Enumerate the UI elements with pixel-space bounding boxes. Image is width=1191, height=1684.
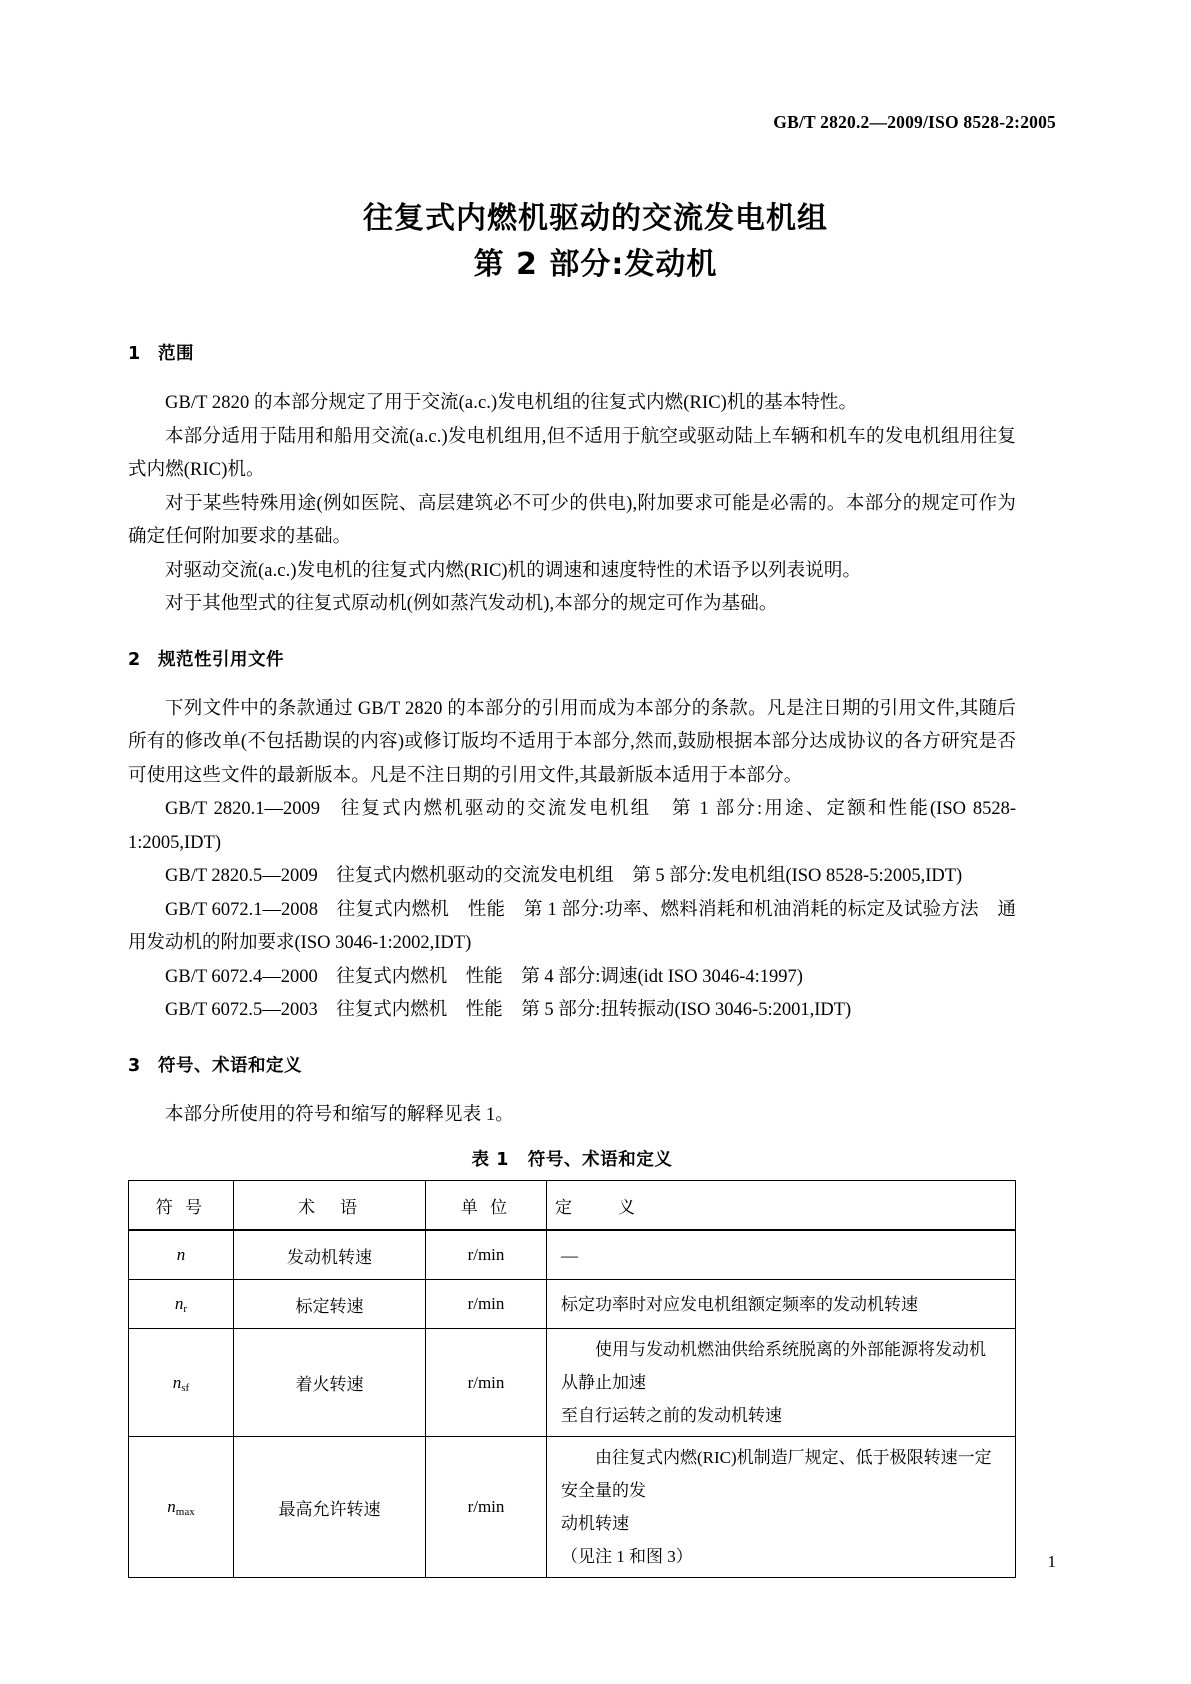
table-header-symbol: 符 号 — [129, 1181, 234, 1231]
table-cell-definition — [547, 1329, 1016, 1437]
section-1-title: 范围 — [158, 344, 194, 364]
table-cell-unit: r/min — [426, 1280, 547, 1329]
section-3-paragraph: 本部分所使用的符号和缩写的解释见表 1。 — [165, 1104, 514, 1125]
symbol-subscript: r — [183, 1303, 188, 1315]
section-2-number: 2 — [128, 649, 141, 670]
section-1-paragraph-1: GB/T 2820 的本部分规定了用于交流(a.c.)发电机组的往复式内燃(RIC)机的基本特性。 — [165, 393, 858, 413]
table-header-term: 术 语 — [234, 1181, 426, 1231]
table-cell-unit: r/min — [426, 1329, 547, 1437]
section-2-title: 规范性引用文件 — [158, 649, 284, 670]
table-1-symbols-terms-definitions — [128, 1180, 1016, 1578]
table-cell-unit: r/min — [426, 1230, 547, 1280]
table-row — [129, 1329, 1016, 1437]
section-1-paragraph-3: 对于某些特殊用途(例如医院、高层建筑必不可少的供电),附加要求可能是必需的。本部分的规定可作为确定任何附加要求的基础。 — [128, 493, 1016, 547]
table-cell-symbol — [129, 1230, 234, 1280]
document-title — [0, 196, 1191, 288]
table-cell-symbol — [129, 1437, 234, 1578]
definition-line: 至自行运转之前的发动机转速 — [561, 1406, 782, 1425]
section-1-paragraph-4: 对驱动交流(a.c.)发电机的往复式内燃(RIC)机的调速和速度特性的术语予以列表说明。 — [165, 560, 862, 581]
symbol-subscript: sf — [181, 1381, 190, 1394]
table-1-caption: 表 1 符号、术语和定义 — [471, 1150, 673, 1170]
table-header-unit: 单 位 — [426, 1181, 547, 1231]
section-3-title: 符号、术语和定义 — [158, 1055, 302, 1076]
section-1-number: 1 — [128, 344, 141, 364]
symbol-base: n — [167, 1497, 176, 1516]
section-1-paragraph-5: 对于其他型式的往复式原动机(例如蒸汽发动机),本部分的规定可作为基础。 — [165, 594, 778, 614]
table-cell-term: 标定转速 — [234, 1280, 426, 1329]
table-cell-term: 发动机转速 — [234, 1230, 426, 1280]
table-cell-definition: 标定功率时对应发电机组额定频率的发动机转速 — [547, 1280, 1016, 1329]
section-3-number: 3 — [128, 1055, 141, 1076]
running-header: GB/T 2820.2—2009/ISO 8528-2:2005 — [773, 112, 1056, 132]
definition-line: 动机转速 — [561, 1514, 629, 1533]
definition-line: 由往复式内燃(RIC)机制造厂规定、低于极限转速一定安全量的发 — [561, 1448, 992, 1500]
table-cell-definition: — — [547, 1230, 1016, 1280]
normative-reference-2: GB/T 2820.5—2009 往复式内燃机驱动的交流发电机组 第 5 部分:发电机组(ISO 8528-5:2005,IDT) — [165, 866, 963, 886]
symbol-base: n — [174, 1294, 184, 1313]
table-cell-unit: r/min — [426, 1437, 547, 1578]
section-2-heading — [128, 646, 1016, 671]
section-1-paragraph-2: 本部分适用于陆用和船用交流(a.c.)发电机组用,但不适用于航空或驱动陆上车辆和机车的发电机组用往复式内燃(RIC)机。 — [128, 426, 1016, 480]
document-body — [128, 340, 1016, 1578]
table-cell-symbol — [129, 1329, 234, 1437]
normative-reference-1: GB/T 2820.1—2009 往复式内燃机驱动的交流发电机组 第 1 部分:用途、定额和性能(ISO 8528-1:2005,IDT) — [128, 799, 1016, 853]
table-cell-symbol — [129, 1280, 234, 1329]
section-1-heading — [128, 340, 1016, 365]
table-row — [129, 1280, 1016, 1329]
symbol-subscript: max — [175, 1506, 195, 1518]
definition-note: （见注 1 和图 3） — [561, 1547, 693, 1566]
normative-reference-5: GB/T 6072.5—2003 往复式内燃机 性能 第 5 部分:扭转振动(ISO 3046-5:2001,IDT) — [165, 1000, 852, 1020]
table-cell-definition — [547, 1437, 1016, 1578]
document-title-line1: 往复式内燃机驱动的交流发电机组 — [363, 201, 828, 236]
table-cell-term: 着火转速 — [234, 1329, 426, 1437]
table-row — [129, 1230, 1016, 1280]
symbol-base: n — [172, 1372, 182, 1392]
symbol-base: n — [176, 1245, 186, 1264]
table-header-definition: 定 义 — [547, 1181, 1016, 1231]
table-header-row — [129, 1181, 1016, 1231]
page-number: 1 — [1047, 1552, 1056, 1571]
definition-line: 使用与发动机燃油供给系统脱离的外部能源将发动机从静止加速 — [561, 1340, 986, 1392]
section-2-paragraph: 下列文件中的条款通过 GB/T 2820 的本部分的引用而成为本部分的条款。凡是注日期的引用文件,其随后所有的修改单(不包括勘误的内容)或修订版均不适用于本部分,然而,鼓励根据本部分达成协议的各方研究是否可使用这些文件的最新版本。凡是不注日期的引用文件,其最新版本适用于本部分。 — [128, 698, 1016, 786]
table-row — [129, 1437, 1016, 1578]
table-cell-term: 最高允许转速 — [234, 1437, 426, 1578]
section-3-heading — [128, 1052, 1016, 1077]
normative-reference-3: GB/T 6072.1—2008 往复式内燃机 性能 第 1 部分:功率、燃料消耗和机油消耗的标定及试验方法 通用发动机的附加要求(ISO 3046-1:2002,IDT) — [128, 899, 1016, 953]
document-title-line2: 第 2 部分:发动机 — [473, 247, 718, 282]
normative-reference-4: GB/T 6072.4—2000 往复式内燃机 性能 第 4 部分:调速(idt ISO 3046-4:1997) — [165, 966, 803, 987]
